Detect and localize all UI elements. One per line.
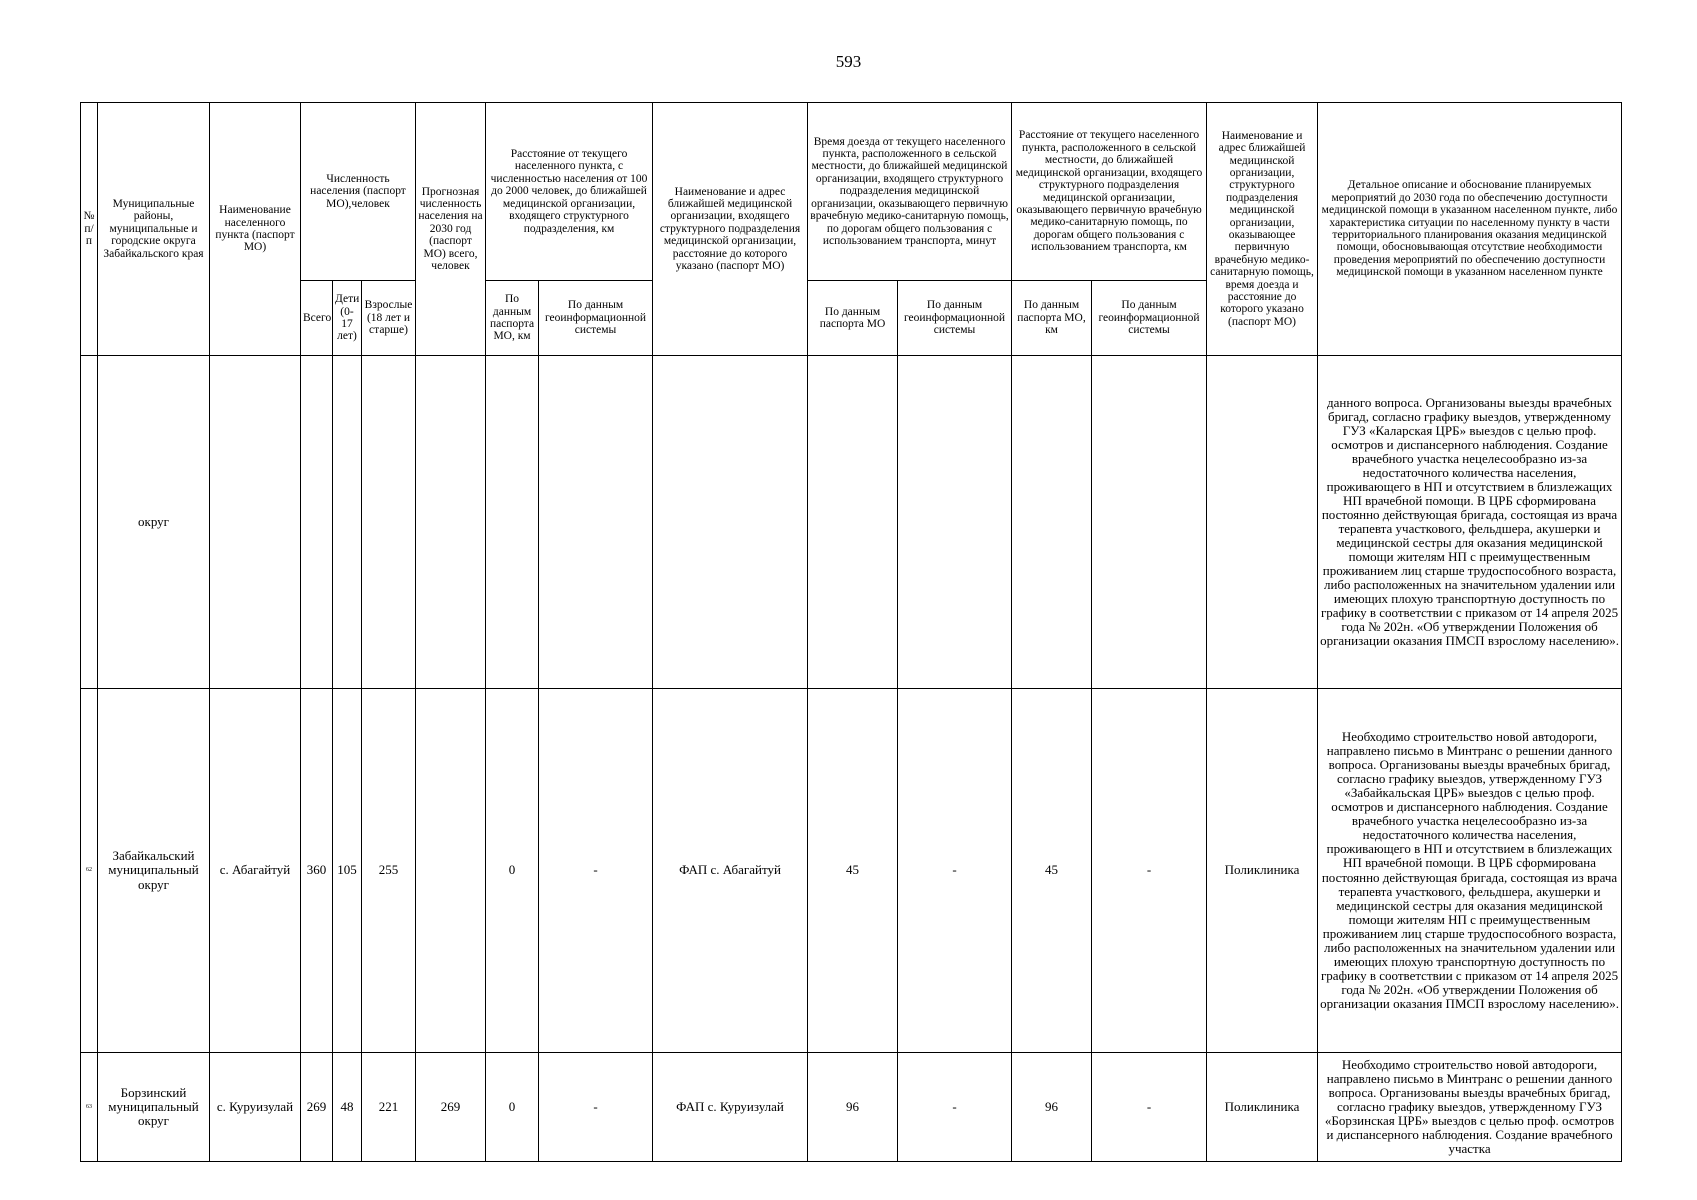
page-number: 593 (835, 52, 862, 71)
cell-nearest-org: ФАП с. Куруизулай (653, 1053, 808, 1162)
cell-forecast (416, 689, 486, 1053)
cell-adults: 221 (362, 1053, 416, 1162)
cell-primary-org: Поликлиника (1207, 689, 1318, 1053)
header-forecast: Прогнозная численность населения на 2030 год (паспорт МО) всего, человек (416, 103, 486, 356)
header-dist-gis: По данным геоинформационной системы (539, 281, 653, 356)
cell-description: Необходимо строительство новой автодороги, направлено письмо в Минтранс о решении данного вопроса. Организованы выезды врачебных бригад, согласно графику выездов, утвержденному ГУЗ «Забайкальская ЦРБ» выездов с целью проф. осмотров и диспансерного наблюдения. Создание врачебного участка нецелесообразно из-за недостаточного количества населения, проживающего в НП и отсутствием в близлежащих НП врачебной помощи. В ЦРБ сформирована постоянно действующая бригада, состоящая из врача терапевта участкового, фельдшера, акушерки и медицинской сестры для оказания медицинской помощи жителям НП с преимущественным проживанием лиц старше трудоспособного возраста, либо расположенных на значительном удалении или имеющих плохую транспортную доступность по графику в соответствии с приказом от 14 апреля 2025 года № 202н. «Об утверждении Положения об организации оказания ПМСП взрослому населению». (1318, 689, 1622, 1053)
cell-dist2-gis: - (1092, 689, 1207, 1053)
header-nearest-org: Наименование и адрес ближайшей медицинской организации, входящего структурного подразделения медицинской организации, расстояние до которого указано (паспорт МО) (653, 103, 808, 356)
header-num: № п/п (81, 103, 98, 356)
cell-dist-passport (486, 356, 539, 689)
cell-time-passport: 45 (808, 689, 898, 1053)
cell-dist2-gis (1092, 356, 1207, 689)
cell-dist-gis: - (539, 689, 653, 1053)
header-pop-children: Дети (0-17 лет) (333, 281, 362, 356)
cell-forecast (416, 356, 486, 689)
header-travel-time: Время доезда от текущего населенного пункта, расположенного в сельской местности, до ближайшей медицинской организации, входящего структурного подразделения медицинской организации, оказывающего первичную врачебную медико-санитарную помощь, по дорогам общего пользования с использованием транспорта, минут (808, 103, 1012, 281)
cell-time-passport: 96 (808, 1053, 898, 1162)
cell-settlement: с. Куруизулай (210, 1053, 301, 1162)
cell-time-gis: - (898, 689, 1012, 1053)
header-distance-primary: Расстояние от текущего населенного пункта, расположенного в сельской местности, до ближайшей медицинской организации, входящего структурного подразделения медицинской организации, оказывающего первичную врачебную медико-санитарную помощь, по дорогам общего пользования с использованием транспорта, км (1012, 103, 1207, 281)
cell-num (81, 356, 98, 689)
cell-nearest-org (653, 356, 808, 689)
cell-dist-gis (539, 356, 653, 689)
cell-district: Борзинский муниципальный округ (98, 1053, 210, 1162)
header-pop-total: Всего (301, 281, 333, 356)
cell-dist-gis: - (539, 1053, 653, 1162)
cell-district: округ (98, 356, 210, 689)
cell-dist2-passport: 45 (1012, 689, 1092, 1053)
header-time-passport: По данным паспорта МО (808, 281, 898, 356)
header-description: Детальное описание и обоснование планируемых мероприятий до 2030 года по обеспечению доступности медицинской помощи в указанном населенном пункте, либо характеристика ситуации по населенному пункту в части территориального планирования оказания медицинской помощи, обосновывающая отсутствие необходимости проведения мероприятий по обеспечению доступности медицинской помощи в указанном населенном пункте (1318, 103, 1622, 356)
cell-dist-passport: 0 (486, 689, 539, 1053)
data-table (80, 102, 1622, 1162)
header-population: Численность населения (паспорт МО),человек (301, 103, 416, 281)
cell-dist2-gis: - (1092, 1053, 1207, 1162)
header-dist-passport: По данным паспорта МО, км (486, 281, 539, 356)
cell-total: 269 (301, 1053, 333, 1162)
cell-nearest-org: ФАП с. Абагайтуй (653, 689, 808, 1053)
header-time-gis: По данным геоинформационной системы (898, 281, 1012, 356)
header-distance-structural: Расстояние от текущего населенного пункта, с численностью населения от 100 до 2000 человек, до ближайшей медицинской организации, входящего структурного подразделения, км (486, 103, 653, 281)
cell-children (333, 356, 362, 689)
cell-num: 62 (81, 689, 98, 1053)
cell-primary-org: Поликлиника (1207, 1053, 1318, 1162)
cell-primary-org (1207, 356, 1318, 689)
header-settlement: Наименование населенного пункта (паспорт МО) (210, 103, 301, 356)
cell-settlement (210, 356, 301, 689)
cell-total: 360 (301, 689, 333, 1053)
header-primary-org: Наименование и адрес ближайшей медицинской организации, структурного подразделения медицинской организации, оказывающее первичную врачебную медико-санитарную помощь, время доезда и расстояние до которого указано (паспорт МО) (1207, 103, 1318, 356)
cell-adults (362, 356, 416, 689)
cell-dist2-passport (1012, 356, 1092, 689)
header-pop-adults: Взрослые (18 лет и старше) (362, 281, 416, 356)
cell-settlement: с. Абагайтуй (210, 689, 301, 1053)
cell-total (301, 356, 333, 689)
table-body (81, 356, 1622, 1162)
cell-children: 48 (333, 1053, 362, 1162)
cell-children: 105 (333, 689, 362, 1053)
cell-district: Забайкальский муниципальный округ (98, 689, 210, 1053)
table-row (81, 356, 1622, 689)
cell-dist2-passport: 96 (1012, 1053, 1092, 1162)
cell-forecast: 269 (416, 1053, 486, 1162)
header-dist2-passport: По данным паспорта МО, км (1012, 281, 1092, 356)
cell-time-gis: - (898, 1053, 1012, 1162)
header-dist2-gis: По данным геоинформационной системы (1092, 281, 1207, 356)
cell-time-gis (898, 356, 1012, 689)
cell-time-passport (808, 356, 898, 689)
table-row (81, 689, 1622, 1053)
table-row (81, 1053, 1622, 1162)
header-district: Муниципальные районы, муниципальные и городские округа Забайкальского края (98, 103, 210, 356)
cell-num: 63 (81, 1053, 98, 1162)
table-header (81, 103, 1622, 356)
cell-description: Необходимо строительство новой автодороги, направлено письмо в Минтранс о решении данного вопроса. Организованы выезды врачебных бригад, согласно графику выездов, утвержденному ГУЗ «Борзинская ЦРБ» выездов с целью проф. осмотров и диспансерного наблюдения. Создание врачебного участка (1318, 1053, 1622, 1162)
cell-description: данного вопроса. Организованы выезды врачебных бригад, согласно графику выездов, утвержденному ГУЗ «Каларская ЦРБ» выездов с целью проф. осмотров и диспансерного наблюдения. Создание врачебного участка нецелесообразно из-за недостаточного количества населения, проживающего в НП и отсутствием в близлежащих НП врачебной помощи. В ЦРБ сформирована постоянно действующая бригада, состоящая из врача терапевта участкового, фельдшера, акушерки и медицинской сестры для оказания медицинской помощи жителям НП с преимущественным проживанием лиц старше трудоспособного возраста, либо расположенных на значительном удалении или имеющих плохую транспортную доступность по графику в соответствии с приказом от 14 апреля 2025 года № 202н. «Об утверждении Положения об организации оказания ПМСП взрослому населению». (1318, 356, 1622, 689)
cell-adults: 255 (362, 689, 416, 1053)
cell-dist-passport: 0 (486, 1053, 539, 1162)
